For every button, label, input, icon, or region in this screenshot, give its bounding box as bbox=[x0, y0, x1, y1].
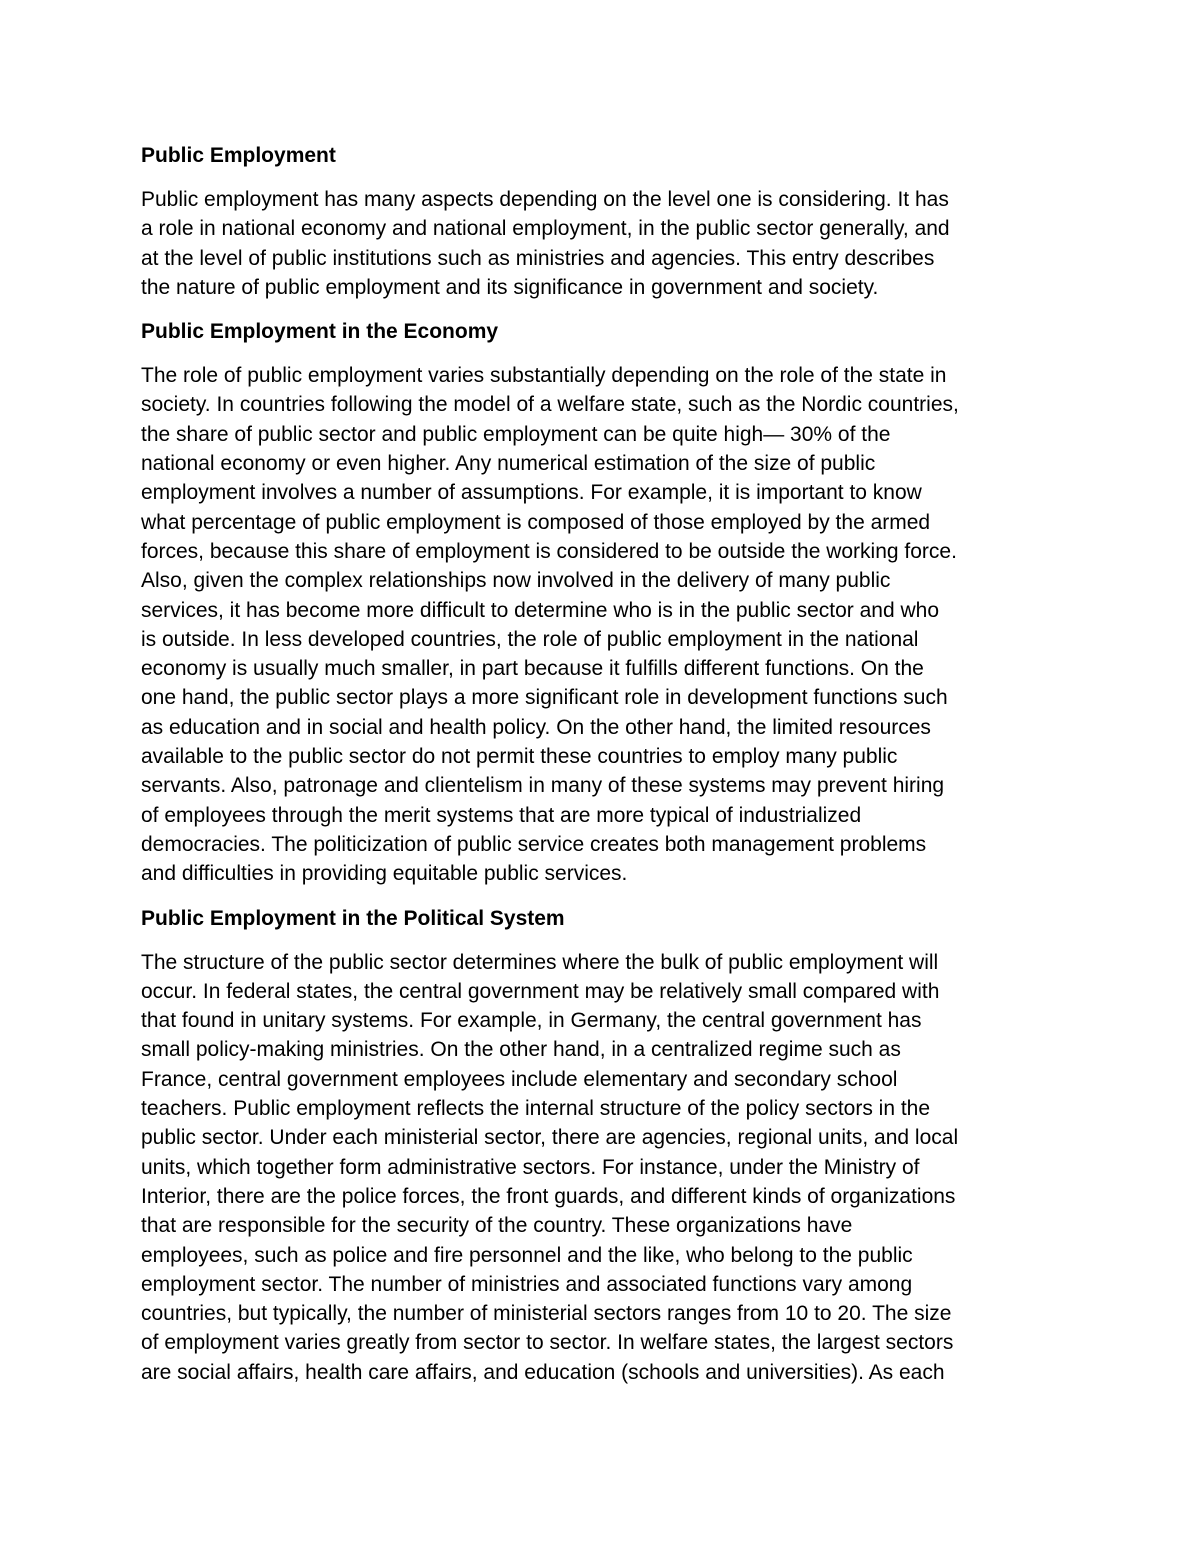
document-body bbox=[141, 141, 1061, 1402]
section-paragraph-political-system bbox=[141, 948, 1061, 1387]
paragraph-line: Also, given the complex relationships now involved in the delivery of many public bbox=[141, 569, 891, 593]
paragraph-line: one hand, the public sector plays a more significant role in development functions such bbox=[141, 686, 948, 710]
paragraph-line: that found in unitary systems. For example, in Germany, the central government has bbox=[141, 1009, 922, 1033]
paragraph-line: available to the public sector do not permit these countries to employ many public bbox=[141, 745, 898, 769]
section-heading-economy: Public Employment in the Economy bbox=[141, 320, 499, 344]
paragraph-line: employees, such as police and fire personnel and the like, who belong to the public bbox=[141, 1243, 913, 1267]
paragraph-line: the nature of public employment and its significance in government and society. bbox=[141, 275, 879, 299]
paragraph-line: countries, but typically, the number of ministerial sectors ranges from 10 to 20. The size bbox=[141, 1302, 952, 1326]
paragraph-line: employment sector. The number of ministries and associated functions vary among bbox=[141, 1272, 913, 1296]
paragraph-line: that are responsible for the security of the country. These organizations have bbox=[141, 1214, 853, 1238]
paragraph-line: what percentage of public employment is composed of those employed by the armed bbox=[141, 510, 931, 534]
section-heading-public-employment: Public Employment bbox=[141, 144, 336, 167]
paragraph-line: teachers. Public employment reflects the internal structure of the policy sectors in the bbox=[141, 1097, 931, 1121]
paragraph-line: France, central government employees include elementary and secondary school bbox=[141, 1067, 898, 1091]
paragraph-line: small policy-making ministries. On the other hand, in a centralized regime such as bbox=[141, 1038, 901, 1062]
paragraph-line: and difficulties in providing equitable public services. bbox=[141, 862, 628, 886]
paragraph-line: a role in national economy and national employment, in the public sector generally, and bbox=[141, 217, 950, 241]
paragraph-line: of employees through the merit systems that are more typical of industrialized bbox=[141, 803, 862, 827]
paragraph-line: national economy or even higher. Any numerical estimation of the size of public bbox=[141, 452, 876, 476]
paragraph-line: employment involves a number of assumptions. For example, it is important to know bbox=[141, 481, 922, 505]
paragraph-line: The role of public employment varies substantially depending on the role of the state in bbox=[141, 364, 947, 388]
paragraph-line: is outside. In less developed countries, the role of public employment in the national bbox=[141, 627, 919, 651]
section-heading-political-system: Public Employment in the Political System bbox=[141, 906, 565, 930]
paragraph-line: units, which together form administrative sectors. For instance, under the Ministry of bbox=[141, 1155, 920, 1179]
section-paragraph-economy bbox=[141, 361, 1061, 888]
paragraph-line: servants. Also, patronage and clientelism in many of these systems may prevent hiring bbox=[141, 774, 945, 798]
paragraph-line: at the level of public institutions such as ministries and agencies. This entry describes bbox=[141, 246, 935, 270]
paragraph-line: democracies. The politicization of public service creates both management problems bbox=[141, 832, 927, 856]
paragraph-line: The structure of the public sector determines where the bulk of public employment will bbox=[141, 950, 939, 974]
paragraph-line: Public employment has many aspects depending on the level one is considering. It has bbox=[141, 188, 949, 211]
paragraph-line: public sector. Under each ministerial sector, there are agencies, regional units, and local bbox=[141, 1126, 959, 1150]
paragraph-line: are social affairs, health care affairs, and education (schools and universities). As each bbox=[141, 1360, 945, 1384]
paragraph-line: forces, because this share of employment is considered to be outside the working force. bbox=[141, 539, 957, 563]
paragraph-line: of employment varies greatly from sector to sector. In welfare states, the largest sectors bbox=[141, 1331, 954, 1355]
paragraph-line: occur. In federal states, the central government may be relatively small compared with bbox=[141, 979, 940, 1003]
paragraph-line: services, it has become more difficult to determine who is in the public sector and who bbox=[141, 598, 939, 622]
paragraph-line: as education and in social and health policy. On the other hand, the limited resources bbox=[141, 715, 931, 739]
paragraph-line: society. In countries following the model of a welfare state, such as the Nordic countries, bbox=[141, 393, 959, 417]
paragraph-line: Interior, there are the police forces, the front guards, and different kinds of organizations bbox=[141, 1184, 956, 1208]
paragraph-line: economy is usually much smaller, in part because it fulfills different functions. On the bbox=[141, 657, 924, 681]
paragraph-line: the share of public sector and public employment can be quite high— 30% of the bbox=[141, 422, 891, 446]
section-paragraph-intro bbox=[141, 185, 1061, 302]
